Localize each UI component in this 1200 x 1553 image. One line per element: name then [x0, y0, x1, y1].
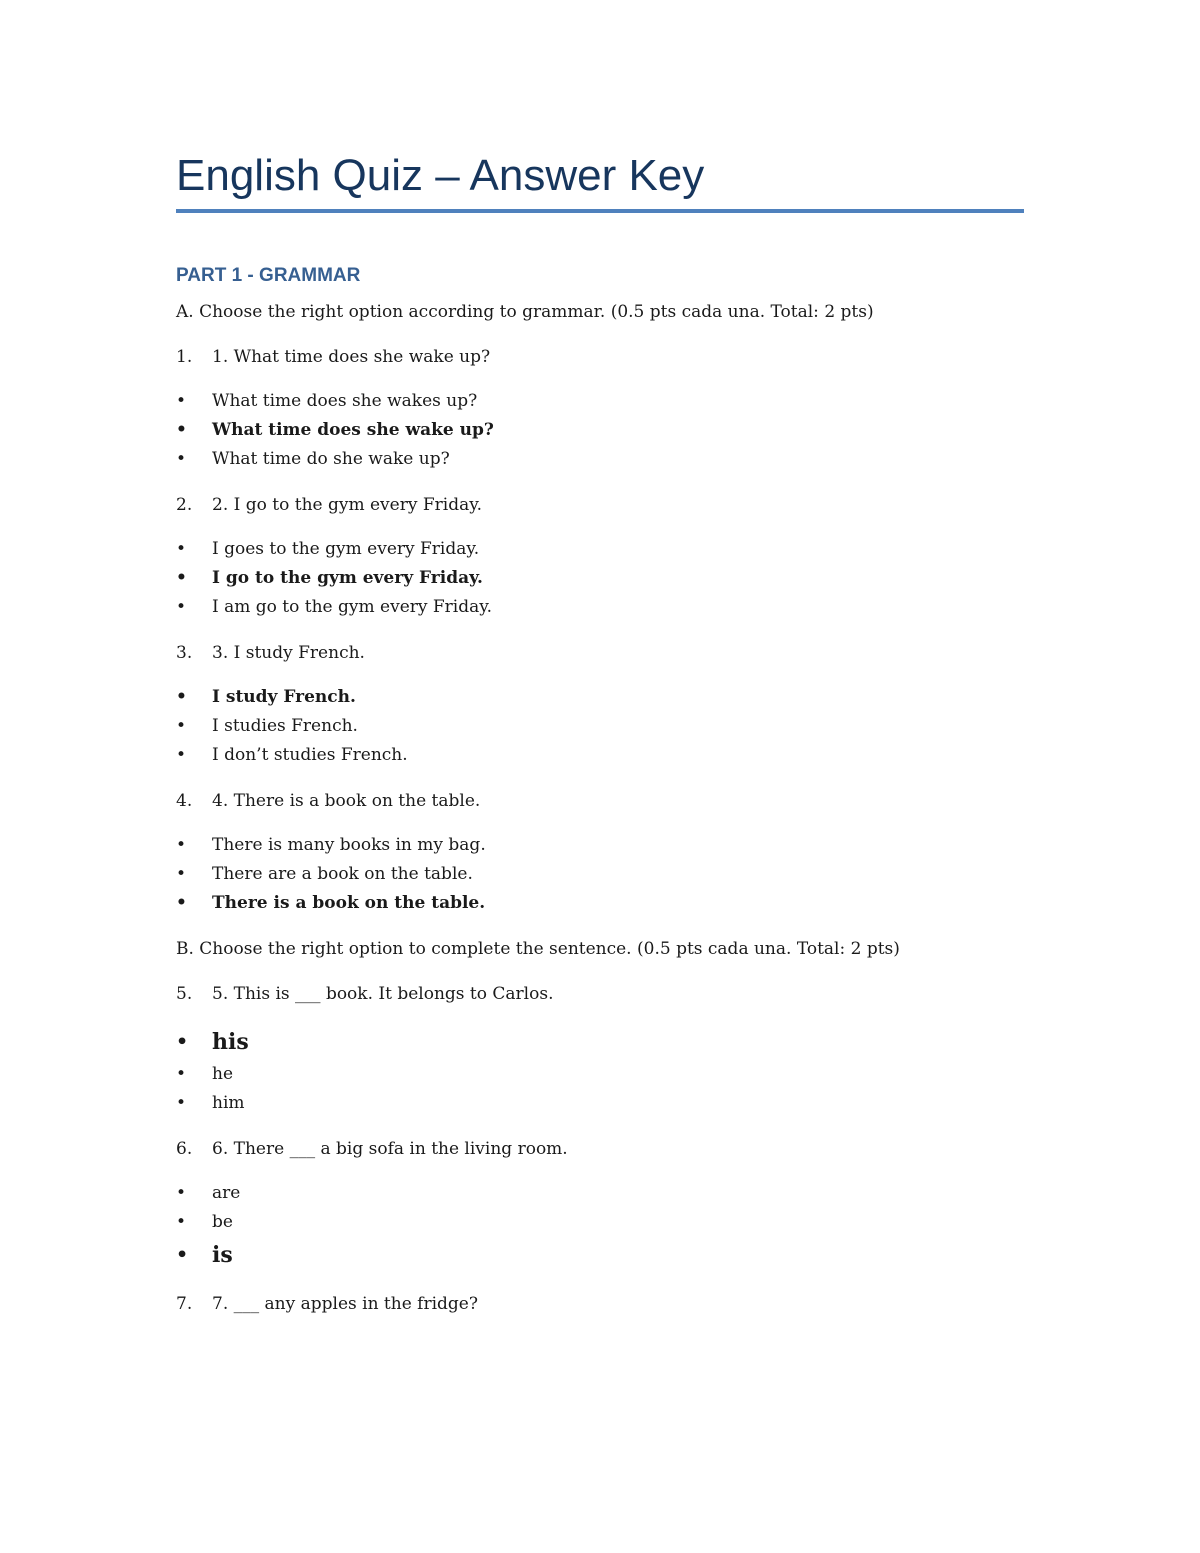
option-item [176, 1089, 1036, 1118]
question-4-options [176, 831, 1036, 918]
bullet-icon: • [176, 835, 187, 855]
question-number: 1. [176, 347, 193, 367]
correct-option-item [176, 1024, 1036, 1060]
option-item [176, 860, 1036, 889]
question-text: 5. This is ___ book. It belongs to Carlos. [212, 984, 554, 1004]
option-item [176, 1060, 1036, 1089]
question-1 [176, 343, 1036, 371]
bullet-icon: • [176, 597, 187, 617]
bullet-icon: • [176, 391, 187, 411]
question-number: 5. [176, 984, 193, 1004]
bullet-icon: • [176, 1212, 187, 1232]
bullet-icon: • [176, 745, 187, 765]
option-item [176, 1208, 1036, 1237]
document-title: English Quiz – Answer Key [176, 151, 705, 200]
question-3 [176, 639, 1036, 667]
question-6-options [176, 1179, 1036, 1273]
bullet-icon: • [176, 1244, 189, 1266]
option-text: he [212, 1064, 234, 1084]
question-3-options [176, 683, 1036, 770]
bullet-icon: • [176, 1093, 187, 1113]
question-number: 7. [176, 1294, 193, 1314]
option-item [176, 1179, 1036, 1208]
bullet-icon: • [176, 1031, 189, 1053]
question-7 [176, 1290, 1036, 1318]
bullet-icon: • [176, 864, 187, 884]
question-text: 6. There ___ a big sofa in the living room. [212, 1139, 568, 1159]
option-text: There is a book on the table. [212, 893, 486, 913]
question-6 [176, 1135, 1036, 1163]
question-number: 6. [176, 1139, 193, 1159]
question-number: 3. [176, 643, 193, 663]
question-number: 2. [176, 495, 193, 515]
question-1-options [176, 387, 1036, 474]
option-item [176, 593, 1036, 622]
question-text: 7. ___ any apples in the fridge? [212, 1294, 478, 1314]
option-item [176, 387, 1036, 416]
bullet-icon: • [176, 893, 187, 913]
bullet-icon: • [176, 420, 187, 440]
option-item [176, 741, 1036, 770]
document-body [176, 262, 1036, 1334]
question-text: 3. I study French. [212, 643, 365, 663]
correct-option-item [176, 889, 1036, 918]
option-text: There are a book on the table. [212, 864, 473, 884]
option-item [176, 831, 1036, 860]
question-2 [176, 491, 1036, 519]
option-text: I goes to the gym every Friday. [212, 539, 480, 559]
option-text: What time does she wakes up? [212, 391, 478, 411]
option-text: is [212, 1242, 233, 1268]
option-text: What time do she wake up? [212, 449, 450, 469]
bullet-icon: • [176, 449, 187, 469]
question-number: 4. [176, 791, 193, 811]
question-5 [176, 980, 1036, 1008]
option-item [176, 712, 1036, 741]
bullet-icon: • [176, 1183, 187, 1203]
correct-option-item [176, 1237, 1036, 1273]
bullet-icon: • [176, 568, 187, 588]
option-text: I study French. [212, 687, 356, 707]
option-text: him [212, 1093, 245, 1113]
option-text: I studies French. [212, 716, 358, 736]
question-text: 4. There is a book on the table. [212, 791, 481, 811]
bullet-icon: • [176, 716, 187, 736]
question-text: 1. What time does she wake up? [212, 347, 491, 367]
option-text: I don’t studies French. [212, 745, 408, 765]
correct-option-item [176, 416, 1036, 445]
part-1-heading: PART 1 - GRAMMAR [176, 265, 361, 286]
question-4 [176, 787, 1036, 815]
question-5-options [176, 1024, 1036, 1118]
bullet-icon: • [176, 539, 187, 559]
option-text: be [212, 1212, 233, 1232]
section-b-instructions: B. Choose the right option to complete the sentence. (0.5 pts cada una. Total: 2 pts) [176, 939, 900, 959]
bullet-icon: • [176, 1064, 187, 1084]
section-a-instructions: A. Choose the right option according to grammar. (0.5 pts cada una. Total: 2 pts) [176, 302, 874, 322]
option-text: There is many books in my bag. [212, 835, 486, 855]
option-text: I am go to the gym every Friday. [212, 597, 493, 617]
option-item [176, 535, 1036, 564]
correct-option-item [176, 564, 1036, 593]
option-item [176, 445, 1036, 474]
question-2-options [176, 535, 1036, 622]
bullet-icon: • [176, 687, 187, 707]
correct-option-item [176, 683, 1036, 712]
option-text: I go to the gym every Friday. [212, 568, 483, 588]
option-text: What time does she wake up? [212, 420, 494, 440]
question-text: 2. I go to the gym every Friday. [212, 495, 482, 515]
option-text: are [212, 1183, 241, 1203]
title-underline [176, 209, 1024, 213]
option-text: his [212, 1029, 249, 1055]
